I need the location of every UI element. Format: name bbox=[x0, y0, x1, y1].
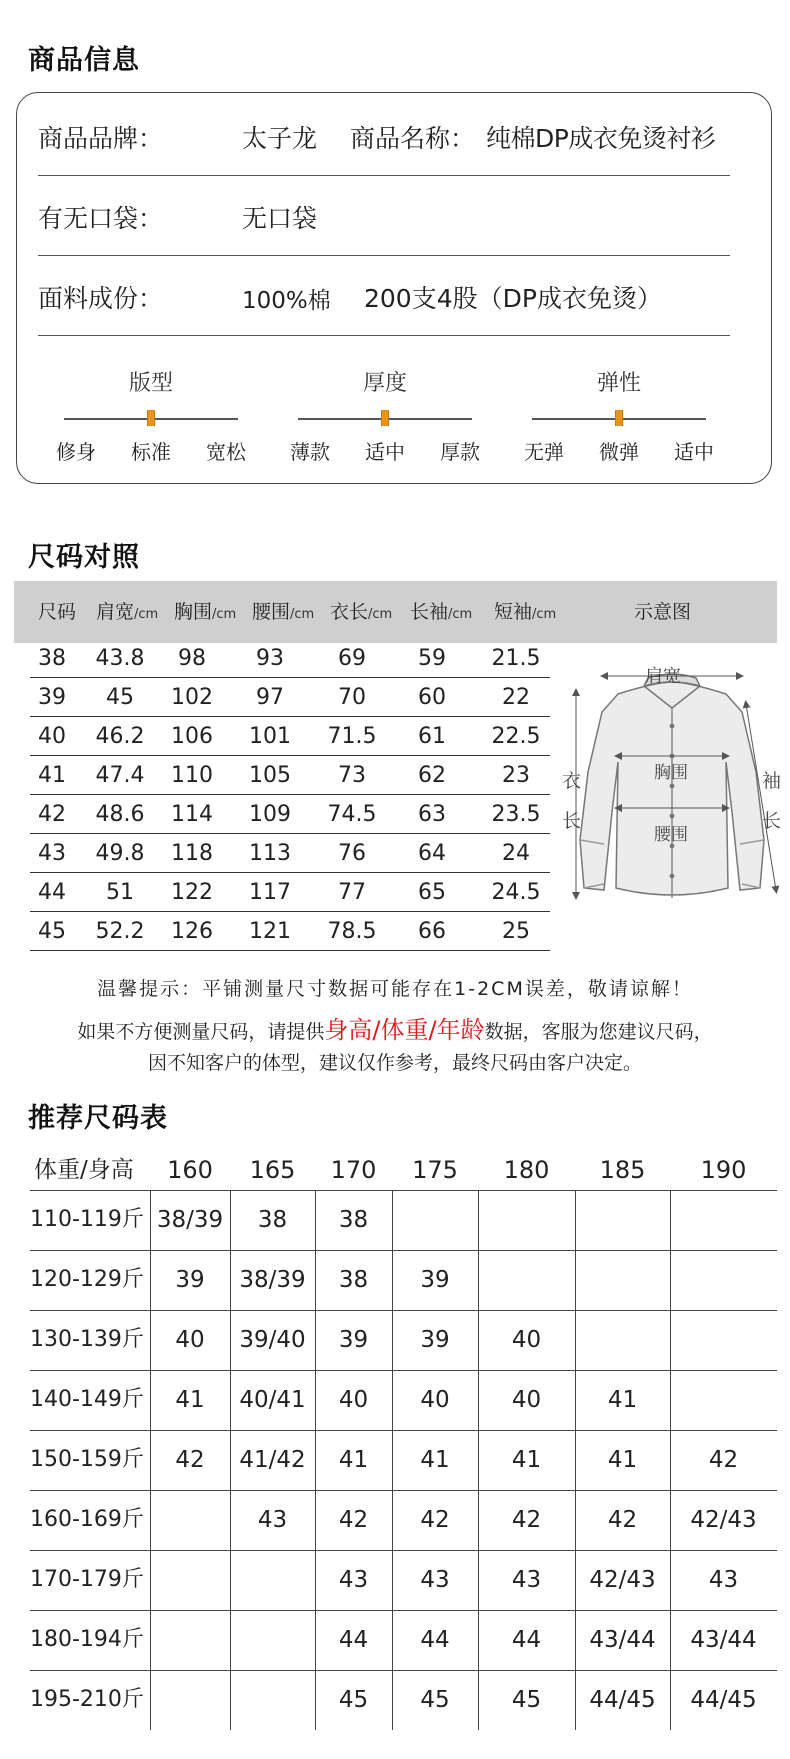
recommend-size-cell: 43 bbox=[257, 1507, 288, 1533]
size-cell-length: 74.5 bbox=[327, 802, 377, 827]
recommend-size-cell: 45 bbox=[420, 1687, 450, 1713]
tip-line-2: 如果不方便测量尺码，请提供身高/体重/年龄数据，客服为您建议尺码， bbox=[77, 1016, 713, 1044]
recommend-size-cell: 43 bbox=[708, 1567, 739, 1593]
size-cell-size: 38 bbox=[38, 646, 66, 671]
recommend-size-cell bbox=[575, 1310, 670, 1370]
size-cell-waist: 109 bbox=[249, 802, 291, 827]
diagram-label-waist: 腰围 bbox=[654, 825, 688, 845]
recommend-size-cell: 42 bbox=[708, 1447, 739, 1473]
recommend-size-cell: 43 bbox=[338, 1567, 369, 1593]
recommend-size-cell bbox=[670, 1310, 777, 1370]
header-shoulder: 肩宽/cm bbox=[96, 601, 159, 623]
brand-value: 太子龙 bbox=[242, 124, 318, 153]
size-cell-short-sleeve: 25 bbox=[502, 919, 530, 944]
tip-highlight: 身高/体重/年龄 bbox=[324, 1016, 485, 1044]
recommend-size-cell bbox=[150, 1670, 230, 1730]
size-cell-waist: 101 bbox=[249, 724, 291, 749]
size-cell-shoulder: 47.4 bbox=[95, 763, 145, 788]
size-cell-shoulder: 52.2 bbox=[95, 919, 145, 944]
diagram-label-sleeve-2: 长 bbox=[762, 810, 782, 832]
fit-option-standard: 标准 bbox=[131, 440, 171, 464]
size-cell-chest: 122 bbox=[171, 880, 213, 905]
height-header-180: 180 bbox=[503, 1156, 550, 1184]
recommend-grid bbox=[30, 1190, 777, 1730]
recommend-size-cell: 41 bbox=[420, 1447, 450, 1473]
size-cell-short-sleeve: 21.5 bbox=[491, 646, 541, 671]
elasticity-scale-marker bbox=[615, 410, 623, 426]
tip-line-3: 因不知客户的体型，建议仅作参考，最终尺码由客户决定。 bbox=[147, 1052, 642, 1074]
size-cell-short-sleeve: 22.5 bbox=[491, 724, 541, 749]
recommend-size-cell: 41 bbox=[607, 1447, 638, 1473]
recommend-size-cell bbox=[575, 1250, 670, 1310]
size-cell-long-sleeve: 61 bbox=[418, 724, 446, 749]
product-info-title: 商品信息 bbox=[28, 45, 140, 76]
product-name-value: 纯棉DP成衣免烫衬衫 bbox=[486, 124, 716, 153]
recommend-size-cell: 42 bbox=[175, 1447, 205, 1473]
fit-scale bbox=[56, 366, 246, 476]
recommend-size-cell: 41 bbox=[338, 1447, 369, 1473]
recommend-size-cell: 40/41 bbox=[239, 1387, 306, 1413]
height-header-170: 170 bbox=[330, 1156, 377, 1184]
recommend-size-cell: 44 bbox=[511, 1627, 542, 1653]
recommend-size-cell: 43/44 bbox=[690, 1627, 757, 1653]
size-row bbox=[30, 912, 550, 951]
info-row-fabric bbox=[38, 256, 730, 336]
recommend-size-cell: 41/42 bbox=[239, 1447, 306, 1473]
size-cell-length: 77 bbox=[338, 880, 366, 905]
elasticity-option-slight: 微弹 bbox=[599, 440, 639, 464]
recommend-size-cell bbox=[230, 1550, 315, 1610]
recommend-size-cell: 42 bbox=[511, 1507, 542, 1533]
size-cell-length: 78.5 bbox=[327, 919, 377, 944]
elasticity-scale-title: 弹性 bbox=[596, 371, 641, 396]
elasticity-option-medium: 适中 bbox=[674, 440, 714, 464]
fit-scale-title: 版型 bbox=[128, 371, 173, 396]
size-cell-long-sleeve: 65 bbox=[418, 880, 446, 905]
recommend-size-cell: 39 bbox=[338, 1327, 369, 1353]
info-row-pocket bbox=[38, 176, 730, 256]
header-length: 衣长/cm bbox=[330, 601, 393, 623]
header-waist: 腰围/cm bbox=[252, 601, 315, 623]
size-cell-length: 70 bbox=[338, 685, 366, 710]
recommend-size-cell bbox=[230, 1670, 315, 1730]
thickness-option-thin: 薄款 bbox=[290, 440, 330, 464]
size-cell-shoulder: 43.8 bbox=[95, 646, 145, 671]
recommend-size-cell: 44/45 bbox=[690, 1687, 757, 1713]
recommend-size-cell: 38 bbox=[338, 1207, 369, 1233]
recommend-size-cell: 39 bbox=[175, 1267, 205, 1293]
fit-scale-marker bbox=[147, 410, 155, 426]
tip-line-1: 温馨提示：平铺测量尺寸数据可能存在1-2CM误差，敬请谅解！ bbox=[97, 978, 693, 1000]
size-cell-chest: 118 bbox=[171, 841, 213, 866]
diagram-label-length-2: 长 bbox=[562, 810, 582, 832]
size-cell-size: 45 bbox=[38, 919, 66, 944]
size-cell-size: 39 bbox=[38, 685, 66, 710]
size-cell-chest: 98 bbox=[178, 646, 206, 671]
recommend-size-cell: 39 bbox=[420, 1327, 450, 1353]
fit-option-loose: 宽松 bbox=[206, 440, 246, 464]
size-row bbox=[30, 873, 550, 912]
recommend-size-cell: 38/39 bbox=[156, 1207, 224, 1233]
recommend-size-cell: 42 bbox=[338, 1507, 369, 1533]
fabric-detail: 200支4股（DP成衣免烫） bbox=[364, 284, 662, 313]
recommend-size-cell: 41 bbox=[607, 1387, 638, 1413]
height-header-185: 185 bbox=[599, 1156, 646, 1184]
recommend-size-cell: 38 bbox=[257, 1207, 288, 1233]
size-cell-short-sleeve: 24.5 bbox=[491, 880, 541, 905]
recommend-size-cell bbox=[478, 1190, 575, 1250]
size-cell-waist: 113 bbox=[249, 841, 291, 866]
size-cell-waist: 121 bbox=[249, 919, 291, 944]
recommend-size-cell: 39/40 bbox=[239, 1327, 306, 1353]
size-row bbox=[30, 795, 550, 834]
thickness-option-medium: 适中 bbox=[365, 440, 405, 464]
recommend-size-cell: 40 bbox=[338, 1387, 369, 1413]
recommend-size-cell: 40 bbox=[420, 1387, 450, 1413]
size-row bbox=[30, 717, 550, 756]
size-cell-length: 76 bbox=[338, 841, 366, 866]
recommend-size-cell: 38 bbox=[338, 1267, 369, 1293]
size-cell-long-sleeve: 59 bbox=[418, 646, 446, 671]
recommend-corner-label: 体重/身高 bbox=[34, 1157, 134, 1183]
size-cell-short-sleeve: 23 bbox=[502, 763, 530, 788]
weight-range-label: 160-169斤 bbox=[30, 1507, 144, 1532]
recommend-size-cell bbox=[478, 1250, 575, 1310]
size-cell-waist: 105 bbox=[249, 763, 291, 788]
size-cell-chest: 110 bbox=[171, 763, 213, 788]
size-cell-shoulder: 46.2 bbox=[95, 724, 145, 749]
recommend-size-cell: 45 bbox=[338, 1687, 369, 1713]
size-cell-chest: 102 bbox=[171, 685, 213, 710]
recommend-size-cell bbox=[230, 1610, 315, 1670]
recommend-size-cell: 41 bbox=[175, 1387, 205, 1413]
recommend-size-cell: 42/43 bbox=[690, 1507, 757, 1533]
weight-range-label: 130-139斤 bbox=[30, 1327, 144, 1352]
size-cell-short-sleeve: 24 bbox=[502, 841, 530, 866]
size-cell-long-sleeve: 63 bbox=[418, 802, 446, 827]
height-header-190: 190 bbox=[700, 1156, 747, 1184]
recommend-size-cell: 42 bbox=[420, 1507, 450, 1533]
diagram-label-chest: 胸围 bbox=[654, 763, 688, 783]
recommend-size-cell bbox=[575, 1190, 670, 1250]
diagram-label-shoulder: 肩宽 bbox=[645, 666, 681, 687]
size-cell-long-sleeve: 64 bbox=[418, 841, 446, 866]
size-cell-length: 73 bbox=[338, 763, 366, 788]
recommend-size-cell: 44 bbox=[420, 1627, 450, 1653]
brand-label: 商品品牌： bbox=[38, 124, 164, 153]
thickness-scale bbox=[290, 366, 480, 476]
recommend-size-cell: 42 bbox=[607, 1507, 638, 1533]
recommend-size-cell: 43/44 bbox=[589, 1627, 656, 1653]
recommend-size-cell bbox=[670, 1190, 777, 1250]
recommend-size-cell: 45 bbox=[511, 1687, 542, 1713]
pocket-value: 无口袋 bbox=[242, 204, 318, 233]
pocket-label: 有无口袋： bbox=[38, 204, 164, 233]
product-name-label: 商品名称： bbox=[350, 124, 476, 153]
recommend-size-cell bbox=[150, 1490, 230, 1550]
size-cell-short-sleeve: 22 bbox=[502, 685, 530, 710]
size-cell-waist: 117 bbox=[249, 880, 291, 905]
header-long-sleeve: 长袖/cm bbox=[410, 601, 473, 623]
header-diagram: 示意图 bbox=[634, 601, 692, 623]
elasticity-option-none: 无弹 bbox=[524, 440, 564, 464]
size-table-header bbox=[14, 581, 777, 643]
size-cell-size: 42 bbox=[38, 802, 66, 827]
recommend-size-cell: 39 bbox=[420, 1267, 450, 1293]
recommend-size-cell: 44/45 bbox=[589, 1687, 656, 1713]
height-header-175: 175 bbox=[412, 1156, 458, 1184]
recommend-size-cell: 40 bbox=[175, 1327, 205, 1353]
elasticity-scale bbox=[524, 366, 714, 476]
recommend-size-cell bbox=[670, 1370, 777, 1430]
size-cell-shoulder: 45 bbox=[106, 685, 134, 710]
thickness-scale-title: 厚度 bbox=[362, 371, 407, 396]
size-cell-short-sleeve: 23.5 bbox=[491, 802, 541, 827]
size-cell-chest: 114 bbox=[171, 802, 213, 827]
weight-range-label: 150-159斤 bbox=[30, 1447, 144, 1472]
size-row bbox=[30, 834, 550, 873]
size-cell-length: 71.5 bbox=[327, 724, 377, 749]
weight-range-label: 140-149斤 bbox=[30, 1387, 144, 1412]
size-cell-length: 69 bbox=[338, 646, 366, 671]
recommend-size-cell: 40 bbox=[511, 1387, 542, 1413]
recommend-size-cell: 40 bbox=[511, 1327, 542, 1353]
size-cell-long-sleeve: 60 bbox=[418, 685, 446, 710]
size-cell-size: 44 bbox=[38, 880, 66, 905]
fabric-value: 100%棉 bbox=[242, 288, 331, 314]
weight-range-label: 195-210斤 bbox=[30, 1687, 144, 1712]
recommend-size-cell: 43 bbox=[420, 1567, 450, 1593]
weight-range-label: 180-194斤 bbox=[30, 1627, 144, 1652]
size-cell-waist: 93 bbox=[256, 646, 284, 671]
recommend-size-cell: 43 bbox=[511, 1567, 542, 1593]
size-cell-shoulder: 48.6 bbox=[95, 802, 145, 827]
diagram-label-sleeve-1: 袖 bbox=[762, 770, 782, 792]
fit-option-slim: 修身 bbox=[56, 440, 96, 464]
recommend-size-cell: 41 bbox=[511, 1447, 542, 1473]
height-header-165: 165 bbox=[249, 1156, 296, 1184]
size-chart-title: 尺码对照 bbox=[28, 542, 140, 573]
recommend-size-cell: 38/39 bbox=[239, 1267, 306, 1293]
thickness-option-thick: 厚款 bbox=[440, 440, 480, 464]
size-cell-chest: 126 bbox=[171, 919, 213, 944]
recommend-size-cell bbox=[150, 1550, 230, 1610]
weight-range-label: 170-179斤 bbox=[30, 1567, 144, 1592]
size-row bbox=[30, 678, 550, 717]
size-cell-waist: 97 bbox=[256, 685, 284, 710]
size-row bbox=[30, 639, 550, 678]
size-cell-size: 41 bbox=[38, 763, 66, 788]
diagram-label-length-1: 衣 bbox=[562, 770, 582, 792]
height-header-160: 160 bbox=[167, 1156, 213, 1184]
recommend-title: 推荐尺码表 bbox=[28, 1103, 168, 1134]
recommend-size-cell bbox=[150, 1610, 230, 1670]
recommend-size-cell bbox=[670, 1250, 777, 1310]
recommend-size-cell bbox=[392, 1190, 478, 1250]
recommend-size-cell: 44 bbox=[338, 1627, 369, 1653]
size-cell-shoulder: 49.8 bbox=[95, 841, 145, 866]
header-short-sleeve: 短袖/cm bbox=[494, 601, 557, 623]
info-row-brand bbox=[38, 96, 730, 176]
size-cell-chest: 106 bbox=[171, 724, 213, 749]
size-cell-shoulder: 51 bbox=[106, 880, 134, 905]
recommend-size-cell: 42/43 bbox=[589, 1567, 656, 1593]
header-size: 尺码 bbox=[38, 601, 77, 623]
size-cell-long-sleeve: 66 bbox=[418, 919, 446, 944]
thickness-scale-marker bbox=[381, 410, 389, 426]
weight-range-label: 110-119斤 bbox=[30, 1207, 144, 1232]
size-cell-size: 43 bbox=[38, 841, 66, 866]
size-cell-long-sleeve: 62 bbox=[418, 763, 446, 788]
header-chest: 胸围/cm bbox=[174, 601, 237, 623]
size-row bbox=[30, 756, 550, 795]
size-cell-size: 40 bbox=[38, 724, 66, 749]
fabric-label: 面料成份： bbox=[38, 284, 164, 313]
weight-range-label: 120-129斤 bbox=[30, 1267, 144, 1292]
